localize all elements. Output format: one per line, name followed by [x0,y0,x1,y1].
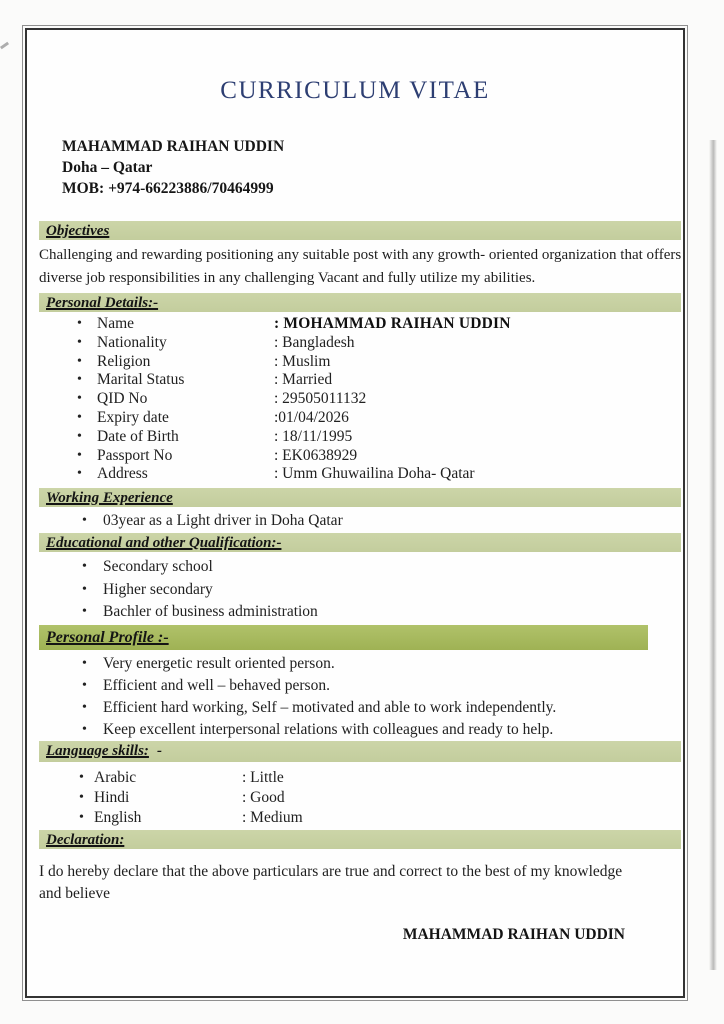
objectives-text: Challenging and rewarding positioning any suitable post with any growth- oriented organization that offers diverse job responsibilities in any challenging Vacant and fully utilize my abilities. [39,247,682,286]
detail-value: : Married [274,371,333,389]
contact-mobile-label: MOB: [62,180,105,197]
language-row-hindi [27,788,683,808]
section-bar-personal-details [39,293,681,312]
education-item: • Bachler of business administration [27,601,683,624]
profile-item: • Efficient and well – behaved person. [27,675,683,697]
section-heading-language-suffix: - [156,742,162,759]
section-heading-education: Educational and other Qualification:- [46,535,282,552]
section-heading-personal-details: Personal Details:- [46,295,159,311]
detail-value: : Bangladesh [274,333,355,351]
signature-name: MAHAMMAD RAIHAN UDDIN [402,925,625,943]
language-level: : Medium [242,808,303,826]
detail-label: Date of Birth [97,427,179,445]
language-level: : Good [242,788,285,806]
section-bar-objectives [39,221,681,240]
personal-profile-list [27,653,683,741]
detail-value: : EK0638929 [274,446,358,464]
detail-label: Name [97,315,135,332]
detail-value: : MOHAMMAD RAIHAN UDDIN [274,315,511,332]
language-label: Hindi [94,788,130,806]
language-row-english [27,808,683,828]
contact-block [62,136,683,199]
cv-scanned-page [25,28,685,998]
scan-mark-left [0,42,9,50]
education-item: • Secondary school [27,556,683,579]
section-bar-language-skills [39,741,681,762]
education-list [27,556,683,624]
section-heading-personal-profile: Personal Profile :- [46,628,169,646]
contact-mobile [62,178,683,199]
detail-label: Passport No [97,446,173,464]
profile-item: • Very energetic result oriented person. [27,653,683,675]
detail-label: Marital Status [97,371,185,389]
working-experience-list [27,510,683,531]
detail-row-birth-date [27,428,683,447]
detail-value: : 18/11/1995 [274,427,353,445]
profile-item: • Keep excellent interpersonal relations with colleagues and ready to help. [27,719,683,741]
contact-name: MAHAMMAD RAIHAN UDDIN [62,138,285,155]
education-item: • Higher secondary [27,579,683,602]
contact-location: Doha – Qatar [62,159,153,176]
detail-row-passport [27,447,683,466]
section-bar-working-experience [39,488,681,507]
detail-value: : Muslim [274,352,331,370]
language-label: Arabic [94,768,137,786]
section-heading-declaration: Declaration: [46,831,125,848]
detail-label: Nationality [97,333,167,351]
section-bar-declaration [39,830,681,849]
detail-row-nationality [27,334,683,353]
detail-row-marital-status [27,371,683,390]
detail-value: : 29505011132 [274,390,367,408]
detail-row-religion [27,353,683,372]
section-bar-education [39,533,681,552]
detail-row-address [27,465,683,484]
detail-row-name [27,315,683,334]
detail-label: Religion [97,352,151,370]
section-bar-personal-profile [39,625,648,650]
detail-row-qid [27,390,683,409]
detail-value: : Umm Ghuwailina Doha- Qatar [274,465,475,483]
language-row-arabic [27,768,683,788]
declaration-text: I do hereby declare that the above particulars are true and correct to the best of my knowledge and believe [39,862,623,903]
detail-row-expiry [27,409,683,428]
page-title: CURRICULUM VITAE [220,77,490,104]
language-label: English [94,808,142,826]
experience-item: • 03year as a Light driver in Doha Qatar [27,510,683,531]
section-heading-language-skills: Language skills: [46,742,149,759]
detail-value: :01/04/2026 [274,408,349,426]
detail-label: QID No [97,390,148,408]
detail-label: Address [97,465,148,483]
section-heading-working-experience: Working Experience [46,490,173,507]
contact-mobile-number: +974-66223886/70464999 [108,180,274,197]
language-level: : Little [242,768,284,786]
scan-shadow-right [709,140,717,970]
profile-item: • Efficient hard working, Self – motivated and able to work independently. [27,697,683,719]
section-heading-objectives: Objectives [46,223,110,239]
language-skills-list [27,768,683,828]
detail-label: Expiry date [97,408,169,426]
personal-details-list [27,315,683,484]
